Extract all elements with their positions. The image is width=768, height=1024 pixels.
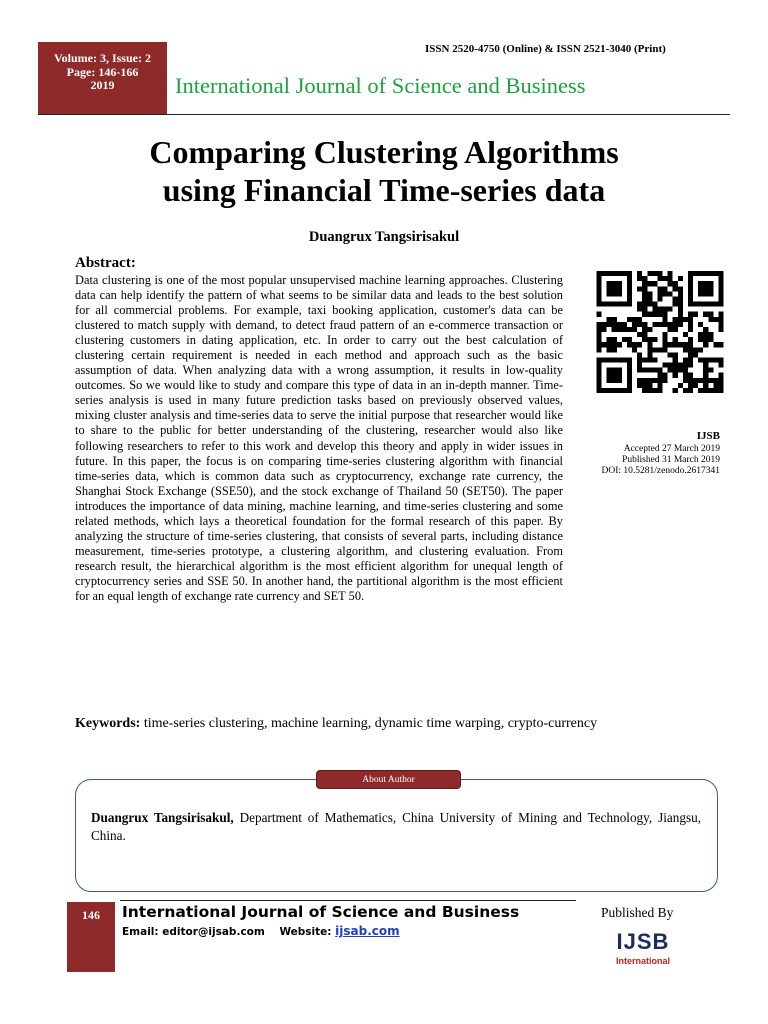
footer-journal-title: International Journal of Science and Business <box>122 903 520 921</box>
affiliation-text: Department of Mathematics, China University of Mining and Technology, Jiangsu, China. <box>91 810 701 843</box>
author-affiliation <box>91 809 701 845</box>
keywords <box>75 715 695 733</box>
about-author-tab: About Author <box>316 770 461 789</box>
abstract-body: Data clustering is one of the most popular unsupervised machine learning approaches. Clustering data can help identify the pattern of what seems to be similar data and leads to the best solution for all commercial problems. For example, taxi booking application, customer's data can be clustered to match supply with demand, to detect fraud pattern of an e-commerce transaction or clustering customers in dating application, etc. In order to carry out the best calculation of clustering certain requirement is needed in each method and approach such as the basic assumption of data. When analyzing data with a wrong assumption, it results in low-quality outcomes. So we would like to study and compare this type of data in an in-depth manner. Time-series analysis is used in many future prediction tasks based on previously observed values, mixing cluster analysis and time-series data to serve the initial purpose that researcher would like to share to the public for better understanding of the clustering, researcher would also like following researchers to refer to this work and develop this theory and apply in wider issues in future. In this paper, the focus is on comparing time-series clustering algorithm with financial time-series data, which is common data such as cryptocurrency, exchange rate currency, the Shanghai Stock Exchange (SSE50), and the stock exchange of Thailand 50 (SET50). The paper introduces the importance of data mining, machine learning, and time-series clustering and some related methods, which lays a theoretical foundation for the formal research of this paper. By analyzing the structure of time-series clustering, that consists of several parts, including distance measurement, time-series prototype, a clustering algorithm, and clustering evaluation. From research result, the hierarchical algorithm is the most efficient algorithm for unequal length of cryptocurrency series and SSE 50. In another hand, the partitional algorithm is the most efficient for an equal length of exchange rate currency and SET 50. <box>75 273 563 603</box>
volume-badge <box>38 42 167 114</box>
footer-contact <box>122 924 400 938</box>
page-number: 146 <box>82 908 100 922</box>
title-line-1: Comparing Clustering Algorithms <box>149 134 619 170</box>
published-by: Published By <box>601 905 674 920</box>
paper-title <box>40 133 728 209</box>
page-range: Page: 146-166 <box>66 64 139 79</box>
accepted-date: Accepted 27 March 2019 <box>623 444 720 454</box>
footer-email: Email: editor@ijsab.com <box>122 926 265 938</box>
publication-dates <box>580 444 720 477</box>
title-line-2: using Financial Time-series data <box>162 172 606 208</box>
published-date: Published 31 March 2019 <box>622 455 720 465</box>
journal-title: International Journal of Science and Business <box>175 73 586 98</box>
abstract-heading: Abstract: <box>75 255 136 271</box>
author-name: Duangrux Tangsirisakul <box>308 229 460 245</box>
footer-website-link[interactable]: ijsab.com <box>335 924 400 938</box>
keywords-list: time-series clustering, machine learning, dynamic time warping, crypto-currency <box>143 716 598 731</box>
ijsb-label: IJSB <box>696 430 720 442</box>
volume-line: Volume: 3, Issue: 2 <box>54 51 151 65</box>
doi: DOI: 10.5281/zenodo.2617341 <box>601 466 720 476</box>
footer-divider <box>120 900 576 901</box>
qr-code-icon <box>596 271 724 393</box>
publisher-logo-subtext: International <box>615 956 670 966</box>
footer-website-label: Website: <box>279 926 332 938</box>
year: 2019 <box>90 78 115 92</box>
keywords-label: Keywords: <box>75 716 141 731</box>
header-divider <box>38 114 730 115</box>
publisher-logo-text: IJSB <box>616 929 670 954</box>
affiliation-author-name: Duangrux Tangsirisakul, <box>91 810 234 825</box>
issn-line: ISSN 2520-4750 (Online) & ISSN 2521-3040 (Print) <box>425 43 666 55</box>
